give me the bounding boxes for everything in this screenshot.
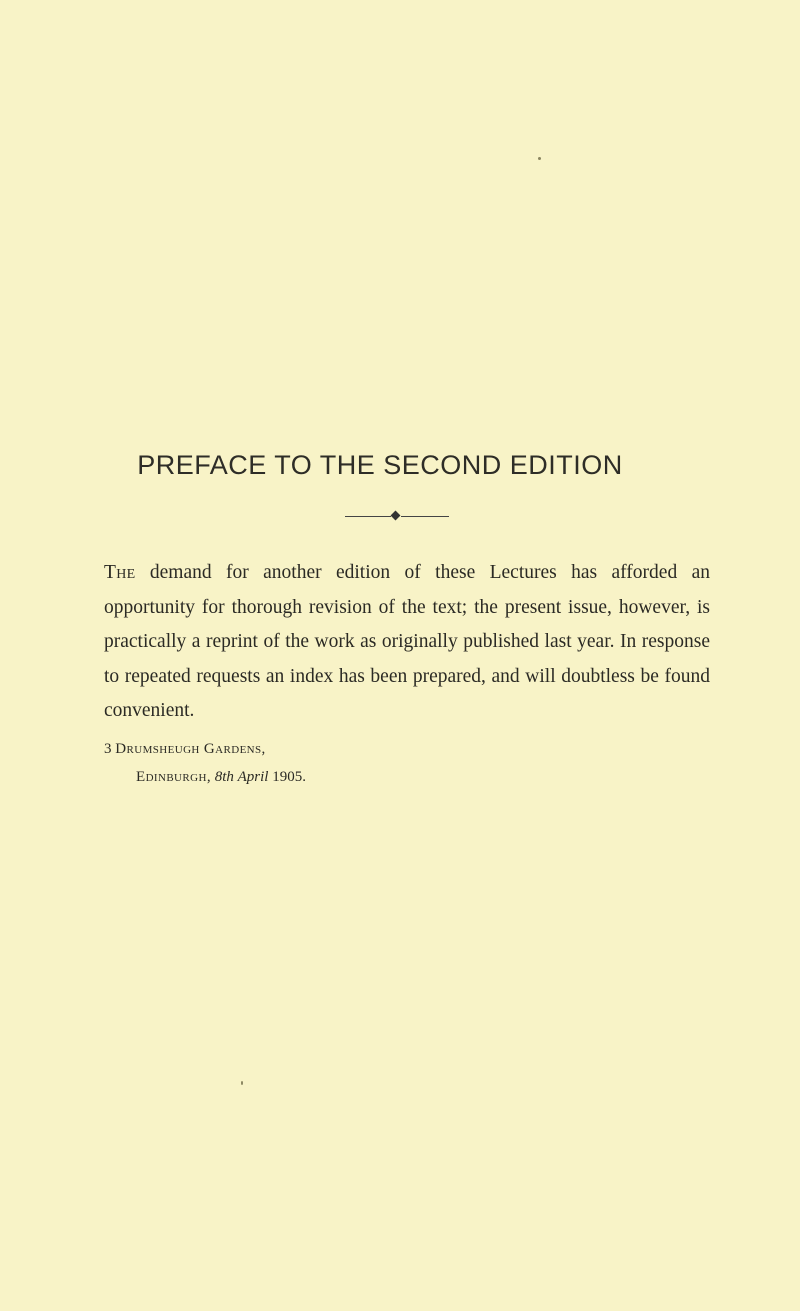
street-name: Drumsheugh Gardens, (115, 741, 266, 757)
ornament-rule-right (401, 516, 449, 517)
signature-address-line (104, 741, 266, 758)
paper-speck (538, 157, 541, 160)
paragraph-body: demand for another edition of these Lectures has afforded an opportunity for thorough revision of the text; the present issue, however, is practically a reprint of the work as originally published last year. In response to repeated requests an index has been prepared, and will doubtless be found convenient. (104, 562, 710, 721)
title-ornament (345, 511, 449, 523)
signature-place-date-line (136, 769, 306, 786)
date-month: April (237, 769, 269, 785)
ornament-rule-left (345, 516, 391, 517)
city-name: Edinburgh, (136, 769, 211, 785)
paper-speck (241, 1081, 243, 1085)
date-day: 8th (214, 769, 234, 785)
paragraph-lead-word: The (104, 562, 136, 583)
preface-paragraph (104, 556, 710, 729)
street-number: 3 (104, 741, 112, 757)
page-title: PREFACE TO THE SECOND EDITION (137, 450, 623, 480)
date-year: 1905. (272, 769, 306, 785)
diamond-ornament-icon (391, 511, 401, 521)
